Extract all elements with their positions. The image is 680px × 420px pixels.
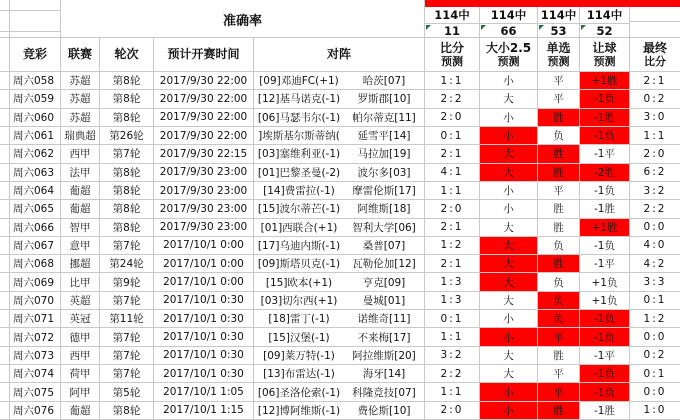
home-team-cell[interactable]: [15]汉堡(-1) [254, 328, 344, 346]
header-line2: 预测 [593, 54, 616, 68]
match-id-cell[interactable]: 周六059 [10, 90, 61, 108]
accuracy-hits [538, 24, 579, 38]
away-team-cell[interactable]: 马拉加[19] [344, 145, 425, 163]
league-cell[interactable]: 荷甲 [61, 365, 100, 383]
home-team-cell[interactable]: [03]塞维利亚(-1) [254, 145, 344, 163]
spacer-cell[interactable] [0, 292, 10, 310]
spacer-cell[interactable] [0, 164, 10, 182]
col-header-final-score[interactable] [630, 38, 680, 71]
over-under-prediction-cell[interactable]: 小 [480, 109, 538, 127]
accuracy-hits-value: 11 [443, 24, 460, 38]
spacer-cell[interactable] [0, 273, 10, 291]
score-prediction-cell[interactable]: 0:1 [425, 127, 480, 145]
gridline [10, 31, 60, 32]
accuracy-total: 114中 [425, 7, 479, 24]
round-cell[interactable]: 第11轮 [100, 310, 154, 328]
error-indicator-triangle [426, 25, 431, 30]
table-row [0, 402, 680, 420]
over-under-prediction-cell[interactable]: 大 [480, 237, 538, 255]
handicap-prediction-cell[interactable]: +1胜 [580, 72, 630, 90]
away-team-cell[interactable]: 智利大学[06] [344, 219, 425, 237]
handicap-prediction-cell[interactable]: -1平 [580, 255, 630, 273]
gridline [0, 10, 9, 11]
spacer-cell[interactable] [0, 347, 10, 365]
away-team-cell[interactable]: 曼城[01] [344, 292, 425, 310]
accuracy-total: 114中 [538, 7, 579, 24]
over-under-prediction-cell[interactable]: 小 [480, 127, 538, 145]
match-id-cell[interactable]: 周六061 [10, 127, 61, 145]
over-under-prediction-cell[interactable]: 大 [480, 273, 538, 291]
accuracy-hits [580, 24, 629, 38]
single-pick-prediction-cell[interactable]: 胜 [538, 200, 580, 218]
spacer-cell[interactable] [0, 200, 10, 218]
header-line1: 单选 [546, 40, 571, 55]
corner-cell[interactable] [10, 0, 61, 38]
home-team-cell[interactable]: [09]斯塔贝克(-1) [254, 255, 344, 273]
over-under-prediction-cell[interactable]: 小 [480, 402, 538, 420]
score-prediction-cell[interactable]: 2:0 [425, 402, 480, 420]
home-team-cell[interactable]: [17]乌迪内斯(-1) [254, 237, 344, 255]
time-cell[interactable]: 2017/9/30 22:15 [154, 145, 254, 163]
time-cell[interactable]: 2017/10/1 1:15 [154, 402, 254, 420]
time-cell[interactable]: 2017/9/30 23:00 [154, 200, 254, 218]
time-cell[interactable]: 2017/9/30 23:00 [154, 219, 254, 237]
away-team-cell[interactable]: 不来梅[17] [344, 328, 425, 346]
handicap-prediction-cell[interactable]: -1负 [580, 182, 630, 200]
final-score-cell[interactable]: 0:1 [630, 365, 680, 383]
round-cell[interactable]: 第8轮 [100, 219, 154, 237]
round-cell[interactable]: 第24轮 [100, 255, 154, 273]
match-id-cell[interactable]: 周六075 [10, 383, 61, 401]
spacer-cell[interactable] [0, 90, 10, 108]
home-team-cell[interactable]: [14]费雷拉(-1) [254, 182, 344, 200]
round-cell[interactable]: 第8轮 [100, 200, 154, 218]
header-line2: 比分 [644, 54, 666, 68]
score-prediction-cell[interactable]: 4:1 [425, 164, 480, 182]
final-score-cell[interactable]: 0:0 [630, 383, 680, 401]
home-team-cell[interactable]: [12]基马诺克(-1) [254, 90, 344, 108]
gridline [0, 31, 9, 32]
accuracy-hits [480, 24, 537, 38]
red-highlight-bar [425, 0, 680, 7]
league-cell[interactable]: 苏超 [61, 90, 100, 108]
error-indicator-triangle [539, 25, 544, 30]
match-id-cell[interactable]: 周六064 [10, 182, 61, 200]
table-row [0, 310, 680, 328]
away-team-cell[interactable]: 罗斯郡[10] [344, 90, 425, 108]
match-id-cell[interactable]: 周六068 [10, 255, 61, 273]
col-header-match-id[interactable]: 竞彩 [10, 38, 61, 71]
col-header-over-under-prediction[interactable] [480, 38, 538, 71]
table-row [0, 109, 680, 127]
handicap-prediction-cell[interactable]: +1负 [580, 273, 630, 291]
round-cell[interactable]: 第7轮 [100, 328, 154, 346]
score-prediction-cell[interactable]: 2:1 [425, 145, 480, 163]
final-score-cell[interactable]: 2:1 [630, 72, 680, 90]
accuracy-hits-value: 52 [596, 24, 613, 38]
round-cell[interactable]: 第9轮 [100, 273, 154, 291]
away-team-cell[interactable]: 帕尔蒂克[11] [344, 109, 425, 127]
home-team-cell[interactable]: ]埃斯基尔斯蒂纳( [254, 127, 344, 145]
final-score-cell[interactable]: 3:3 [630, 273, 680, 291]
league-cell[interactable]: 德甲 [61, 328, 100, 346]
final-score-cell[interactable]: 4:0 [630, 237, 680, 255]
time-cell[interactable]: 2017/10/1 0:30 [154, 365, 254, 383]
away-team-cell[interactable]: 海牙[14] [344, 365, 425, 383]
round-cell[interactable]: 第8轮 [100, 182, 154, 200]
accuracy-title: 准确率 [61, 0, 425, 38]
handicap-prediction-cell[interactable]: -1平 [580, 145, 630, 163]
handicap-prediction-cell[interactable]: -1平 [580, 347, 630, 365]
accuracy-header [0, 0, 680, 38]
league-cell[interactable]: 智甲 [61, 219, 100, 237]
handicap-prediction-cell[interactable]: -1负 [580, 328, 630, 346]
single-pick-prediction-cell[interactable]: 胜 [538, 145, 580, 163]
home-team-cell[interactable]: [01]西联合(+1) [254, 219, 344, 237]
header-line2: 预测 [497, 54, 520, 68]
score-prediction-cell[interactable]: 3:2 [425, 347, 480, 365]
score-prediction-cell[interactable]: 0:1 [425, 310, 480, 328]
league-cell[interactable]: 苏超 [61, 109, 100, 127]
match-id-cell[interactable]: 周六066 [10, 219, 61, 237]
match-id-cell[interactable]: 周六073 [10, 347, 61, 365]
single-pick-prediction-cell[interactable]: 平 [538, 383, 580, 401]
match-id-cell[interactable]: 周六069 [10, 273, 61, 291]
league-cell[interactable]: 葡超 [61, 200, 100, 218]
final-score-cell[interactable]: 0:2 [630, 347, 680, 365]
single-pick-prediction-cell[interactable]: 负 [538, 292, 580, 310]
time-cell[interactable]: 2017/9/30 23:00 [154, 164, 254, 182]
round-cell[interactable]: 第7轮 [100, 365, 154, 383]
final-score-cell[interactable]: 2:0 [630, 145, 680, 163]
final-score-cell[interactable]: 0:0 [630, 328, 680, 346]
handicap-prediction-cell[interactable]: -1负 [580, 365, 630, 383]
match-id-cell[interactable]: 周六071 [10, 310, 61, 328]
match-id-cell[interactable]: 周六067 [10, 237, 61, 255]
round-cell[interactable]: 第7轮 [100, 292, 154, 310]
league-cell[interactable]: 阿甲 [61, 383, 100, 401]
away-team-cell[interactable]: 哈茨[07] [344, 72, 425, 90]
col-header-start-time[interactable]: 预计开赛时间 [154, 38, 254, 71]
header-line2: 预测 [547, 54, 570, 68]
league-cell[interactable]: 法甲 [61, 164, 100, 182]
single-pick-prediction-cell[interactable]: 平 [538, 365, 580, 383]
home-team-cell[interactable]: [15]欧本(+1) [254, 273, 344, 291]
column-header-row [0, 38, 680, 72]
col-header-matchup[interactable]: 对阵 [254, 38, 425, 71]
over-under-prediction-cell[interactable]: 大 [480, 219, 538, 237]
table-row [0, 255, 680, 273]
score-prediction-cell[interactable]: 1:1 [425, 328, 480, 346]
league-cell[interactable]: 苏超 [61, 72, 100, 90]
spacer-cell[interactable] [0, 237, 10, 255]
round-cell[interactable]: 第7轮 [100, 347, 154, 365]
over-under-prediction-cell[interactable]: 大 [480, 255, 538, 273]
time-cell[interactable]: 2017/10/1 0:30 [154, 292, 254, 310]
spacer-header-cell[interactable] [0, 38, 10, 71]
home-team-cell[interactable]: [06]马瑟韦尔(-1) [254, 109, 344, 127]
home-team-cell[interactable]: [03]切尔西(+1) [254, 292, 344, 310]
away-team-cell[interactable]: 延雪平[14] [344, 127, 425, 145]
away-team-cell[interactable]: 桑普[07] [344, 237, 425, 255]
round-cell[interactable]: 第7轮 [100, 145, 154, 163]
home-team-cell[interactable]: [01]巴黎圣曼(-2) [254, 164, 344, 182]
league-cell[interactable]: 英冠 [61, 310, 100, 328]
table-row [0, 90, 680, 108]
score-prediction-cell[interactable]: 2:0 [425, 109, 480, 127]
match-id-cell[interactable]: 周六060 [10, 109, 61, 127]
time-cell[interactable]: 2017/9/30 22:00 [154, 72, 254, 90]
over-under-prediction-cell[interactable]: 小 [480, 200, 538, 218]
accuracy-hits-value: 66 [500, 24, 517, 38]
score-prediction-cell[interactable]: 1:1 [425, 383, 480, 401]
final-score-cell[interactable]: 2:2 [630, 200, 680, 218]
time-cell[interactable]: 2017/10/1 0:30 [154, 328, 254, 346]
match-id-cell[interactable]: 周六072 [10, 328, 61, 346]
single-pick-prediction-cell[interactable]: 平 [538, 328, 580, 346]
home-team-cell[interactable]: [18]雷丁(-1) [254, 310, 344, 328]
final-score-cell[interactable]: 1:2 [630, 310, 680, 328]
home-team-cell[interactable]: [15]波尔蒂芒(-1) [254, 200, 344, 218]
table-row [0, 200, 680, 218]
home-team-cell[interactable]: [13]布雷达(-1) [254, 365, 344, 383]
over-under-prediction-cell[interactable]: 大 [480, 90, 538, 108]
table-row [0, 383, 680, 401]
score-prediction-cell[interactable]: 1:1 [425, 182, 480, 200]
final-score-cell[interactable]: 0:1 [630, 292, 680, 310]
time-cell[interactable]: 2017/9/30 22:00 [154, 109, 254, 127]
final-score-cell[interactable]: 0:0 [630, 219, 680, 237]
over-under-prediction-cell[interactable]: 小 [480, 310, 538, 328]
away-team-cell[interactable]: 摩雷伦斯[17] [344, 182, 425, 200]
handicap-prediction-cell[interactable]: +1负 [580, 292, 630, 310]
league-cell[interactable]: 西甲 [61, 145, 100, 163]
single-pick-prediction-cell[interactable]: 平 [538, 90, 580, 108]
accuracy-total: 114中 [580, 7, 629, 24]
header-line1: 让球 [592, 40, 617, 55]
spacer-cell[interactable] [0, 402, 10, 420]
over-under-prediction-cell[interactable]: 小 [480, 182, 538, 200]
table-row [0, 328, 680, 346]
round-cell[interactable]: 第7轮 [100, 237, 154, 255]
table-row [0, 127, 680, 145]
table-row [0, 182, 680, 200]
over-under-prediction-cell[interactable]: 大 [480, 347, 538, 365]
spacer-cell[interactable] [0, 365, 10, 383]
handicap-prediction-cell[interactable]: -1负 [580, 310, 630, 328]
handicap-prediction-cell[interactable]: -1负 [580, 383, 630, 401]
final-score-cell[interactable]: 6:2 [630, 164, 680, 182]
over-under-prediction-cell[interactable]: 大 [480, 164, 538, 182]
spacer-cell[interactable] [0, 145, 10, 163]
single-pick-prediction-cell[interactable]: 负 [538, 127, 580, 145]
time-cell[interactable]: 2017/10/1 0:00 [154, 273, 254, 291]
league-cell[interactable]: 葡超 [61, 402, 100, 420]
corner-cell[interactable] [0, 0, 10, 38]
away-team-cell[interactable]: 波尔多[03] [344, 164, 425, 182]
single-pick-prediction-cell[interactable]: 胜 [538, 347, 580, 365]
table-row [0, 273, 680, 291]
spacer-cell[interactable] [0, 383, 10, 401]
final-score-cell[interactable]: 1:0 [630, 402, 680, 420]
table-body [0, 72, 680, 420]
col-header-single-pick-prediction[interactable] [538, 38, 580, 71]
time-cell[interactable]: 2017/10/1 0:30 [154, 310, 254, 328]
time-cell[interactable]: 2017/10/1 0:00 [154, 237, 254, 255]
gridline [10, 10, 60, 11]
match-id-cell[interactable]: 周六062 [10, 145, 61, 163]
single-pick-prediction-cell[interactable]: 负 [538, 273, 580, 291]
handicap-prediction-cell[interactable]: -2胜 [580, 164, 630, 182]
col-header-round[interactable]: 轮次 [100, 38, 154, 71]
single-pick-prediction-cell[interactable]: 胜 [538, 164, 580, 182]
col-header-handicap-prediction[interactable] [580, 38, 630, 71]
score-prediction-cell[interactable]: 1:2 [425, 237, 480, 255]
error-indicator-triangle [581, 25, 586, 30]
away-team-cell[interactable]: 阿维斯[18] [344, 200, 425, 218]
col-header-score-prediction[interactable] [425, 38, 480, 71]
single-pick-prediction-cell[interactable]: 平 [538, 72, 580, 90]
score-prediction-cell[interactable]: 1:3 [425, 273, 480, 291]
over-under-prediction-cell[interactable]: 小 [480, 328, 538, 346]
over-under-prediction-cell[interactable]: 大 [480, 145, 538, 163]
score-prediction-cell[interactable]: 2:1 [425, 255, 480, 273]
single-pick-prediction-cell[interactable]: 胜 [538, 109, 580, 127]
handicap-prediction-cell[interactable]: -1胜 [580, 200, 630, 218]
spacer-cell[interactable] [0, 72, 10, 90]
single-pick-prediction-cell[interactable]: 负 [538, 310, 580, 328]
header-line1: 大小2.5 [485, 40, 532, 55]
match-id-cell[interactable]: 周六063 [10, 164, 61, 182]
table-row [0, 365, 680, 383]
handicap-prediction-cell[interactable]: -1胜 [580, 109, 630, 127]
home-team-cell[interactable]: [09]邓迪FC(+1) [254, 72, 344, 90]
single-pick-prediction-cell[interactable]: 胜 [538, 255, 580, 273]
header-line2: 预测 [441, 54, 463, 68]
accuracy-hits [630, 22, 680, 38]
league-cell[interactable]: 挪超 [61, 255, 100, 273]
final-score-cell[interactable]: 4:2 [630, 255, 680, 273]
spacer-cell[interactable] [0, 219, 10, 237]
over-under-prediction-cell[interactable]: 大 [480, 365, 538, 383]
league-cell[interactable]: 西甲 [61, 347, 100, 365]
match-id-cell[interactable]: 周六070 [10, 292, 61, 310]
single-pick-prediction-cell[interactable]: 平 [538, 182, 580, 200]
col-header-league[interactable]: 联赛 [61, 38, 100, 71]
over-under-prediction-cell[interactable]: 小 [480, 72, 538, 90]
table-row [0, 72, 680, 90]
handicap-prediction-cell[interactable]: -1负 [580, 90, 630, 108]
final-score-cell[interactable]: 0:2 [630, 90, 680, 108]
time-cell[interactable]: 2017/10/1 1:05 [154, 383, 254, 401]
score-prediction-cell[interactable]: 2:0 [425, 200, 480, 218]
spacer-cell[interactable] [0, 328, 10, 346]
table-row [0, 145, 680, 163]
match-id-cell[interactable]: 周六074 [10, 365, 61, 383]
league-cell[interactable]: 英超 [61, 292, 100, 310]
match-id-cell[interactable]: 周六076 [10, 402, 61, 420]
handicap-prediction-cell[interactable]: +1胜 [580, 219, 630, 237]
accuracy-total [630, 7, 680, 22]
single-pick-prediction-cell[interactable]: 胜 [538, 402, 580, 420]
match-id-cell[interactable]: 周六058 [10, 72, 61, 90]
time-cell[interactable]: 2017/10/1 0:00 [154, 255, 254, 273]
header-line1: 比分 [439, 40, 464, 55]
league-cell[interactable]: 意甲 [61, 237, 100, 255]
table-row [0, 292, 680, 310]
single-pick-prediction-cell[interactable]: 胜 [538, 219, 580, 237]
round-cell[interactable]: 第8轮 [100, 402, 154, 420]
round-cell[interactable]: 第8轮 [100, 164, 154, 182]
single-pick-prediction-cell[interactable]: 负 [538, 237, 580, 255]
score-prediction-cell[interactable]: 1:1 [425, 72, 480, 90]
home-team-cell[interactable]: [09]莱万特(-1) [254, 347, 344, 365]
spacer-cell[interactable] [0, 109, 10, 127]
time-cell[interactable]: 2017/9/30 22:00 [154, 90, 254, 108]
final-score-cell[interactable]: 3:2 [630, 182, 680, 200]
score-prediction-cell[interactable]: 2:1 [425, 219, 480, 237]
league-cell[interactable]: 比甲 [61, 273, 100, 291]
error-indicator-triangle [481, 25, 486, 30]
spacer-cell[interactable] [0, 182, 10, 200]
accuracy-total: 114中 [480, 7, 537, 24]
over-under-prediction-cell[interactable]: 小 [480, 383, 538, 401]
away-team-cell[interactable]: 诺维奇[11] [344, 310, 425, 328]
away-team-cell[interactable]: 科隆竞技[07] [344, 383, 425, 401]
match-id-cell[interactable]: 周六065 [10, 200, 61, 218]
score-prediction-cell[interactable]: 1:3 [425, 292, 480, 310]
handicap-prediction-cell[interactable]: -1负 [580, 237, 630, 255]
round-cell[interactable]: 第26轮 [100, 127, 154, 145]
round-cell[interactable]: 第8轮 [100, 109, 154, 127]
score-prediction-cell[interactable]: 2:2 [425, 365, 480, 383]
spacer-cell[interactable] [0, 127, 10, 145]
table-row [0, 164, 680, 182]
table-row [0, 219, 680, 237]
time-cell[interactable]: 2017/9/30 23:00 [154, 182, 254, 200]
spacer-cell[interactable] [0, 310, 10, 328]
time-cell[interactable]: 2017/10/1 0:30 [154, 347, 254, 365]
table-row [0, 237, 680, 255]
table-row [0, 347, 680, 365]
final-score-cell[interactable]: 1:1 [630, 127, 680, 145]
accuracy-hits-value: 53 [550, 24, 567, 38]
final-score-cell[interactable]: 3:0 [630, 109, 680, 127]
away-team-cell[interactable]: 瓦勒伦加[12] [344, 255, 425, 273]
score-prediction-cell[interactable]: 2:2 [425, 90, 480, 108]
time-cell[interactable]: 2017/9/30 22:00 [154, 127, 254, 145]
header-line1: 最终 [642, 40, 667, 55]
away-team-cell[interactable]: 阿拉维斯[20] [344, 347, 425, 365]
handicap-prediction-cell[interactable]: -1负 [580, 127, 630, 145]
spacer-cell[interactable] [0, 255, 10, 273]
accuracy-hits [425, 24, 479, 38]
handicap-prediction-cell[interactable]: -1胜 [580, 402, 630, 420]
away-team-cell[interactable]: 费伦斯[10] [344, 402, 425, 420]
away-team-cell[interactable]: 亨克[09] [344, 273, 425, 291]
home-team-cell[interactable]: [12]博阿维斯(-1) [254, 402, 344, 420]
round-cell[interactable]: 第8轮 [100, 90, 154, 108]
home-team-cell[interactable]: [06]圣洛伦索(-1) [254, 383, 344, 401]
league-cell[interactable]: 葡超 [61, 182, 100, 200]
over-under-prediction-cell[interactable]: 大 [480, 292, 538, 310]
round-cell[interactable]: 第8轮 [100, 72, 154, 90]
league-cell[interactable]: 瑞典超 [61, 127, 100, 145]
round-cell[interactable]: 第5轮 [100, 383, 154, 401]
